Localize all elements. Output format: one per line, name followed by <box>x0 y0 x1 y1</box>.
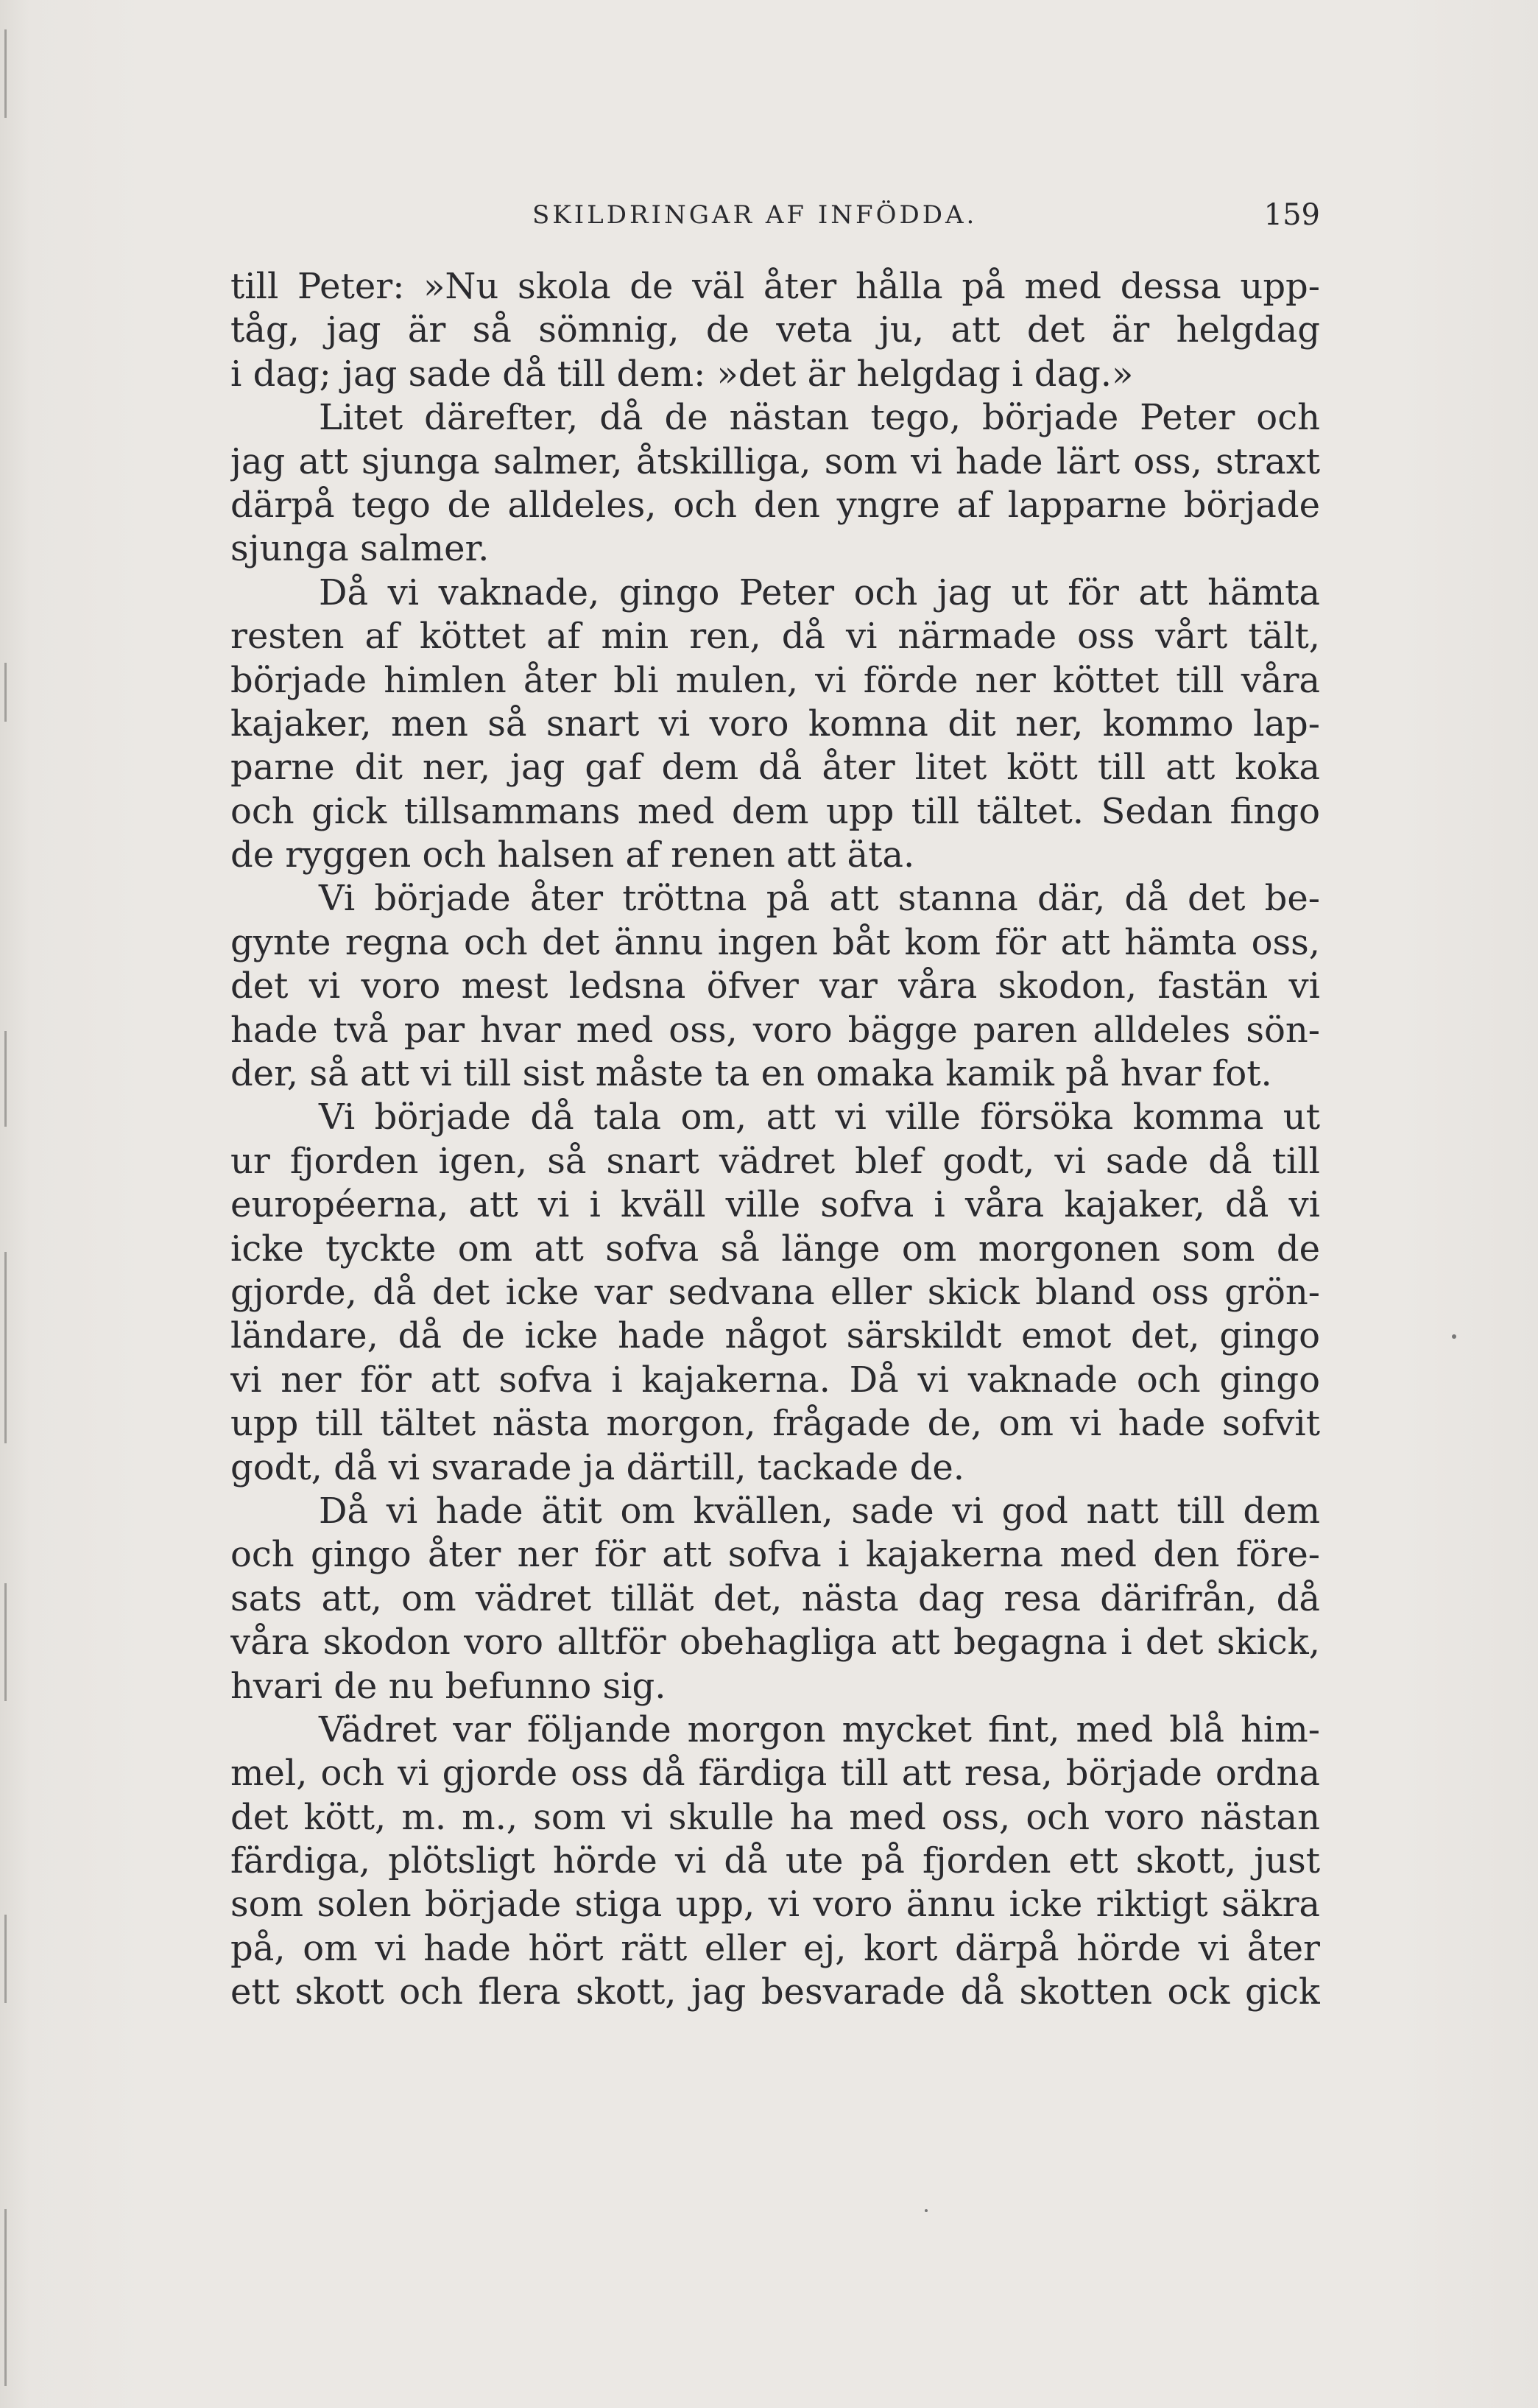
text-line: ländare, då de icke hade något särskildt emot det, gingo <box>230 1315 1320 1357</box>
paper-speck <box>925 2209 928 2212</box>
binding-edge-mark <box>4 1031 7 1127</box>
text-line: gjorde, då det icke var sedvana eller skick bland oss grön- <box>230 1271 1320 1313</box>
text-line: på, om vi hade hört rätt eller ej, kort därpå hörde vi åter <box>230 1927 1320 1969</box>
paragraph-first-line: Litet därefter, då de nästan tego, började Peter och <box>319 397 1320 439</box>
text-line: därpå tego de alldeles, och den yngre af lapparne började <box>230 484 1320 526</box>
paragraph-first-line: Vädret var följande morgon mycket fint, med blå him- <box>319 1708 1320 1750</box>
text-line: godt, då vi svarade ja därtill, tackade de. <box>230 1446 964 1488</box>
paragraph-first-line: Då vi hade ätit om kvällen, sade vi god natt till dem <box>319 1490 1320 1532</box>
text-line: ett skott och flera skott, jag besvarade då skotten ock gick <box>230 1971 1320 2013</box>
text-line: jag att sjunga salmer, åtskilliga, som vi hade lärt oss, straxt <box>230 440 1320 482</box>
paragraph-first-line: Vi började då tala om, att vi ville försöka komma ut <box>319 1096 1320 1138</box>
binding-edge-mark <box>4 663 7 722</box>
text-line: de ryggen och halsen af renen att äta. <box>230 834 915 876</box>
text-line: våra skodon voro alltför obehagliga att begagna i det skick, <box>230 1622 1320 1664</box>
text-line: till Peter: »Nu skola de väl åter hålla på med dessa upp- <box>230 266 1320 307</box>
body-text <box>230 265 1320 2015</box>
text-line: det kött, m. m., som vi skulle ha med oss, och voro nästan <box>230 1796 1320 1838</box>
text-line: började himlen åter bli mulen, vi förde ner köttet till våra <box>230 659 1320 701</box>
paragraph-first-line: Då vi vaknade, gingo Peter och jag ut för att hämta <box>319 571 1320 613</box>
binding-edge-mark <box>4 1583 7 1701</box>
text-line: parne dit ner, jag gaf dem då åter litet kött till att koka <box>230 747 1320 789</box>
binding-edge-mark <box>4 29 7 118</box>
text-line: kajaker, men så snart vi voro komna dit ner, kommo lap- <box>230 703 1320 744</box>
text-line: icke tyckte om att sofva så länge om morgonen som de <box>230 1228 1320 1270</box>
paragraph-first-line: Vi började åter tröttna på att stanna där, då det be- <box>319 878 1320 920</box>
binding-edge-mark <box>4 2209 7 2386</box>
text-line: och gick tillsammans med dem upp till tältet. Sedan fingo <box>230 790 1320 832</box>
running-title: SKILDRINGAR AF INFÖDDA. <box>532 200 978 230</box>
text-line: der, så att vi till sist måste ta en omaka kamik på hvar fot. <box>230 1053 1272 1095</box>
text-line: färdiga, plötsligt hörde vi då ute på fjorden ett skott, just <box>230 1840 1320 1882</box>
paper-speck <box>1452 1334 1456 1339</box>
text-line: gynte regna och det ännu ingen båt kom för att hämta oss, <box>230 921 1320 963</box>
text-line: européerna, att vi i kväll ville sofva i våra kajaker, då vi <box>230 1184 1320 1226</box>
text-line: sats att, om vädret tillät det, nästa dag resa därifrån, då <box>230 1577 1320 1619</box>
binding-edge-mark <box>4 1252 7 1443</box>
text-line: resten af köttet af min ren, då vi närmade oss vårt tält, <box>230 616 1320 658</box>
text-line: vi ner för att sofva i kajakerna. Då vi vaknade och gingo <box>230 1359 1320 1401</box>
text-line: i dag; jag sade då till dem: »det är helgdag i dag.» <box>230 353 1134 395</box>
binding-edge-mark <box>4 1915 7 2003</box>
text-line: tåg, jag är så sömnig, de veta ju, att det är helgdag <box>230 309 1320 351</box>
text-line: mel, och vi gjorde oss då färdiga till att resa, började ordna <box>230 1753 1320 1795</box>
text-line: det vi voro mest ledsna öfver var våra skodon, fastän vi <box>230 965 1320 1007</box>
text-line: ur fjorden igen, så snart vädret blef godt, vi sade då till <box>230 1140 1320 1182</box>
text-line: som solen började stiga upp, vi voro ännu icke riktigt säkra <box>230 1884 1320 1926</box>
text-line: hvari de nu befunno sig. <box>230 1665 666 1707</box>
page-number: 159 <box>1263 198 1320 232</box>
text-line: hade två par hvar med oss, voro bägge paren alldeles sön- <box>230 1009 1320 1051</box>
text-line: sjunga salmer. <box>230 528 490 570</box>
text-line: och gingo åter ner för att sofva i kajakerna med den före- <box>230 1534 1320 1576</box>
text-line: upp till tältet nästa morgon, frågade de, om vi hade sofvit <box>230 1403 1320 1445</box>
running-head <box>230 193 1320 237</box>
